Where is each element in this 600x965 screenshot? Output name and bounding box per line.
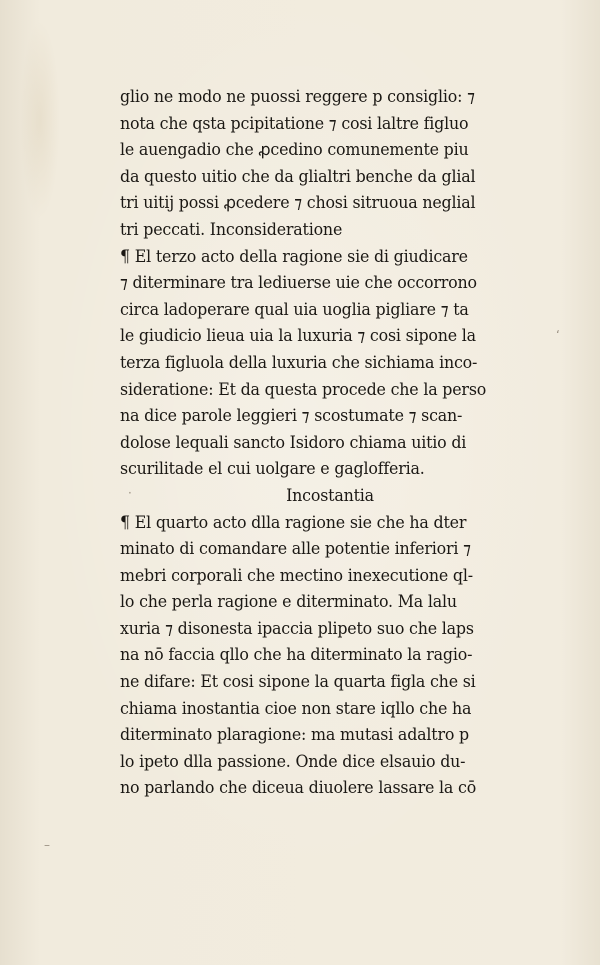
text-line-23: ne difare: Et cosi sipone la quarta figla che si	[120, 672, 476, 692]
text-line-11: terza figluola della luxuria che sichiama inco-	[120, 352, 478, 372]
text-line-27: no parlando che diceua diuolere lassare la cō	[120, 778, 477, 798]
section-heading: Incostantia	[286, 485, 374, 505]
text-line-21: xuria ⁊ disonesta ipaccia plipeto suo che laps	[120, 618, 474, 638]
text-line-2: nota che qsta pcipitatione ⁊ cosi laltre figluo	[120, 113, 469, 133]
text-line-20: lo che perla ragione e diterminato. Ma lalu	[120, 592, 457, 612]
text-line-26: lo ipeto dlla passione. Onde dice elsauio du-	[120, 751, 466, 771]
text-line-5: tri uitij possi ꝓcedere ⁊ chosi sitruoua neglial	[120, 193, 476, 213]
margin-dot: ·	[128, 486, 132, 500]
text-line-12: sideratione: Et da questa procede che la perso	[120, 379, 487, 399]
margin-tick: ‘	[556, 328, 560, 342]
text-line-22: na nō faccia qllo che ha diterminato la ragio-	[120, 645, 473, 665]
text-line-4: da questo uitio che da glialtri benche da glial	[120, 166, 476, 186]
text-line-3: le auengadio che ꝓcedino comunemente piu	[120, 140, 469, 160]
text-line-19: mebri corporali che mectino inexecutione ql-	[120, 565, 473, 585]
text-line-14: dolose lequali sancto Isidoro chiama uitio di	[120, 432, 467, 452]
text-line-10: le giudicio lieua uia la luxuria ⁊ cosi sipone la	[120, 326, 476, 346]
text-line-8: ⁊ diterminare tra lediuerse uie che occorrono	[120, 273, 477, 293]
text-line-15: scurilitade el cui uolgare e gaglofferia.	[120, 459, 425, 479]
text-line-1: glio ne modo ne puossi reggere p consiglio: ⁊	[120, 87, 475, 106]
paper-stain	[20, 20, 60, 220]
text-line-24: chiama inostantia cioe non stare iqllo che ha	[120, 698, 472, 718]
text-line-18: minato di comandare alle potentie inferiori ⁊	[120, 539, 471, 559]
text-line-17: ¶ El quarto acto dlla ragione sie che ha dter	[120, 512, 467, 532]
text-line-7: ¶ El terzo acto della ragione sie di giudicare	[120, 246, 468, 266]
margin-dash: –	[44, 838, 50, 852]
text-line-9: circa ladoperare qual uia uoglia pigliare ⁊ ta	[120, 299, 469, 319]
text-line-25: diterminato plaragione: ma mutasi adaltro p	[120, 725, 469, 745]
text-block	[120, 84, 540, 802]
text-line-13: na dice parole leggieri ⁊ scostumate ⁊ scan-	[120, 406, 463, 426]
text-line-6: tri peccati. Inconsideratione	[120, 219, 343, 239]
